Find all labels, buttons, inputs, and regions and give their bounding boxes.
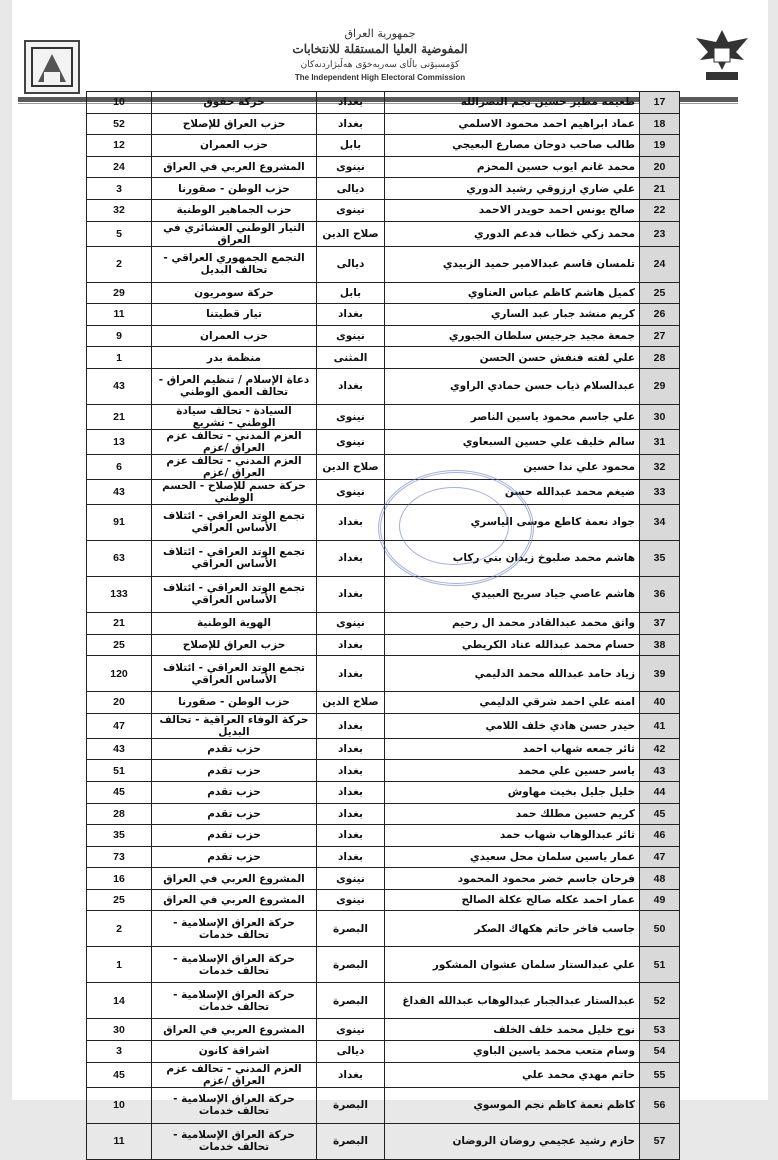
table-row xyxy=(87,947,680,983)
table-row xyxy=(87,540,680,576)
governorate-cell: نينوى xyxy=(317,612,385,634)
sequence-cell: 21 xyxy=(640,178,680,200)
header-title-english: The Independent High Electoral Commission xyxy=(294,73,466,82)
votes-cell: 32 xyxy=(87,199,152,221)
sequence-cell: 55 xyxy=(640,1062,680,1087)
governorate-cell: بغداد xyxy=(317,1062,385,1087)
governorate-cell: بغداد xyxy=(317,304,385,326)
table-row xyxy=(87,738,680,760)
table-row xyxy=(87,781,680,803)
governorate-cell: بغداد xyxy=(317,368,385,404)
sequence-cell: 37 xyxy=(640,612,680,634)
left-emblem xyxy=(24,40,80,94)
sequence-cell: 50 xyxy=(640,911,680,947)
votes-cell: 30 xyxy=(87,1019,152,1041)
candidate-name-cell: فرحان جاسم خضر محمود المحمود xyxy=(385,868,640,890)
candidate-name-cell: هاشم عاصي جياد سريح العبيدي xyxy=(385,576,640,612)
votes-cell: 10 xyxy=(87,1087,152,1123)
candidate-name-cell: هاشم محمد صلبوخ زيدان بني ركاب xyxy=(385,540,640,576)
governorate-cell: نينوى xyxy=(317,868,385,890)
sequence-cell: 52 xyxy=(640,983,680,1019)
sequence-cell: 53 xyxy=(640,1019,680,1041)
table-row xyxy=(87,612,680,634)
governorate-cell: بغداد xyxy=(317,576,385,612)
votes-cell: 1 xyxy=(87,947,152,983)
sequence-cell: 36 xyxy=(640,576,680,612)
governorate-cell: بغداد xyxy=(317,760,385,782)
candidate-name-cell: حسام محمد عبدالله عناد الكريطي xyxy=(385,634,640,656)
votes-cell: 21 xyxy=(87,404,152,429)
table-row xyxy=(87,713,680,738)
table-row xyxy=(87,404,680,429)
sequence-cell: 39 xyxy=(640,656,680,692)
party-cell: حزب الوطن - صقورنا xyxy=(152,178,317,200)
table-row xyxy=(87,983,680,1019)
governorate-cell: بغداد xyxy=(317,92,385,114)
votes-cell: 25 xyxy=(87,634,152,656)
votes-cell: 120 xyxy=(87,656,152,692)
candidate-name-cell: محمود علي ندا حسين xyxy=(385,454,640,479)
governorate-cell: المثنى xyxy=(317,347,385,369)
governorate-cell: البصرة xyxy=(317,1123,385,1159)
sequence-cell: 46 xyxy=(640,825,680,847)
candidate-name-cell: جواد نعمة كاطع موسى الياسري xyxy=(385,504,640,540)
header-title-line1: جمهورية العراق xyxy=(344,27,416,40)
party-cell: العزم المدني - تحالف عزم العراق /عزم xyxy=(152,1062,317,1087)
governorate-cell: بغداد xyxy=(317,540,385,576)
votes-cell: 11 xyxy=(87,304,152,326)
party-cell: المشروع العربي في العراق xyxy=(152,889,317,911)
governorate-cell: نينوى xyxy=(317,889,385,911)
governorate-cell: صلاح الدين xyxy=(317,692,385,714)
candidate-name-cell: علي ضاري ارزوقي رشيد الدوري xyxy=(385,178,640,200)
party-cell: حركة العراق الإسلامية - تحالف خدمات xyxy=(152,1123,317,1159)
votes-cell: 29 xyxy=(87,282,152,304)
party-cell: المشروع العربي في العراق xyxy=(152,868,317,890)
sequence-cell: 28 xyxy=(640,347,680,369)
table-row xyxy=(87,1062,680,1087)
candidate-name-cell: زياد حامد عبدالله محمد الدليمي xyxy=(385,656,640,692)
governorate-cell: نينوى xyxy=(317,199,385,221)
party-cell: حزب الجماهير الوطنية xyxy=(152,199,317,221)
party-cell: السيادة - تحالف سيادة الوطني - تشريع xyxy=(152,404,317,429)
sequence-cell: 23 xyxy=(640,221,680,246)
governorate-cell: بغداد xyxy=(317,713,385,738)
candidate-name-cell: سالم خليف علي حسين السبعاوي xyxy=(385,429,640,454)
governorate-cell: صلاح الدين xyxy=(317,221,385,246)
candidate-name-cell: حيدر حسن هادي خلف اللامي xyxy=(385,713,640,738)
governorate-cell: بغداد xyxy=(317,803,385,825)
sequence-cell: 54 xyxy=(640,1041,680,1063)
sequence-cell: 19 xyxy=(640,135,680,157)
table-row xyxy=(87,429,680,454)
votes-cell: 21 xyxy=(87,612,152,634)
governorate-cell: نينوى xyxy=(317,429,385,454)
sequence-cell: 35 xyxy=(640,540,680,576)
governorate-cell: البصرة xyxy=(317,911,385,947)
sequence-cell: 51 xyxy=(640,947,680,983)
table-row xyxy=(87,576,680,612)
candidate-name-cell: حاتم مهدي محمد علي xyxy=(385,1062,640,1087)
votes-cell: 3 xyxy=(87,178,152,200)
party-cell: حركة العراق الإسلامية - تحالف خدمات xyxy=(152,983,317,1019)
governorate-cell: نينوى xyxy=(317,325,385,347)
party-cell: تجمع الوتد العراقي - ائتلاف الأساس العراقي xyxy=(152,504,317,540)
candidate-name-cell: طالب صاحب دوحان مصارع البعيجي xyxy=(385,135,640,157)
sequence-cell: 48 xyxy=(640,868,680,890)
header-title-line3: كۆمسیۆنی باڵای سەربەخۆی هەڵبژاردنەکان xyxy=(300,60,460,70)
candidate-name-cell: عمار ياسين سلمان محل سعيدي xyxy=(385,846,640,868)
candidate-name-cell: كريم منشد جبار عبد الساري xyxy=(385,304,640,326)
party-cell: حزب تقدم xyxy=(152,760,317,782)
votes-cell: 3 xyxy=(87,1041,152,1063)
votes-cell: 10 xyxy=(87,92,152,114)
governorate-cell: بغداد xyxy=(317,113,385,135)
candidate-name-cell: واثق محمد عبدالقادر محمد ال رحيم xyxy=(385,612,640,634)
sequence-cell: 29 xyxy=(640,368,680,404)
candidate-name-cell: نوح خليل محمد خلف الخلف xyxy=(385,1019,640,1041)
sequence-cell: 41 xyxy=(640,713,680,738)
governorate-cell: بغداد xyxy=(317,846,385,868)
votes-cell: 45 xyxy=(87,1062,152,1087)
candidate-name-cell: عمار احمد عكله صالح عكلة الصالح xyxy=(385,889,640,911)
party-cell: العزم المدني - تحالف عزم العراق /عزم xyxy=(152,454,317,479)
candidate-name-cell: حازم رشيد عجيمي روضان الروضان xyxy=(385,1123,640,1159)
sequence-cell: 18 xyxy=(640,113,680,135)
votes-cell: 91 xyxy=(87,504,152,540)
governorate-cell: بابل xyxy=(317,282,385,304)
candidate-name-cell: وسام متعب محمد ياسين الباوي xyxy=(385,1041,640,1063)
sequence-cell: 31 xyxy=(640,429,680,454)
sequence-cell: 22 xyxy=(640,199,680,221)
table-row xyxy=(87,282,680,304)
table-row xyxy=(87,911,680,947)
party-cell: حزب العمران xyxy=(152,135,317,157)
table-row xyxy=(87,221,680,246)
candidate-name-cell: ثائر عبدالوهاب شهاب حمد xyxy=(385,825,640,847)
party-cell: حزب تقدم xyxy=(152,825,317,847)
governorate-cell: نينوى xyxy=(317,479,385,504)
party-cell: حركة العراق الإسلامية - تحالف خدمات xyxy=(152,911,317,947)
votes-cell: 24 xyxy=(87,156,152,178)
votes-cell: 6 xyxy=(87,454,152,479)
candidate-name-cell: عماد ابراهيم احمد محمود الاسلمي xyxy=(385,113,640,135)
table-row xyxy=(87,889,680,911)
party-cell: الهوية الوطنية xyxy=(152,612,317,634)
candidate-name-cell: صالح يونس احمد حويدر الاحمد xyxy=(385,199,640,221)
table-row xyxy=(87,634,680,656)
table-row xyxy=(87,504,680,540)
candidate-name-cell: خليل جليل بخيت مهاوش xyxy=(385,781,640,803)
party-cell: حركة سومريون xyxy=(152,282,317,304)
candidate-name-cell: كاظم نعمة كاظم نجم الموسوي xyxy=(385,1087,640,1123)
table-row xyxy=(87,178,680,200)
candidate-name-cell: عبدالستار عبدالجبار عبدالوهاب عبدالله الفداغ xyxy=(385,983,640,1019)
candidate-name-cell: ثائر جمعه شهاب احمد xyxy=(385,738,640,760)
candidate-name-cell: ياسر حسين علي محمد xyxy=(385,760,640,782)
sequence-cell: 40 xyxy=(640,692,680,714)
party-cell: حزب تقدم xyxy=(152,846,317,868)
votes-cell: 12 xyxy=(87,135,152,157)
right-eagle-emblem xyxy=(692,26,752,88)
sequence-cell: 25 xyxy=(640,282,680,304)
sequence-cell: 20 xyxy=(640,156,680,178)
votes-cell: 43 xyxy=(87,738,152,760)
sequence-cell: 47 xyxy=(640,846,680,868)
table-row xyxy=(87,325,680,347)
governorate-cell: صلاح الدين xyxy=(317,454,385,479)
party-cell: حزب العراق للإصلاح xyxy=(152,634,317,656)
party-cell: حركة حقوق xyxy=(152,92,317,114)
candidate-name-cell: علي عبدالستار سلمان عشوان المشكور xyxy=(385,947,640,983)
sequence-cell: 17 xyxy=(640,92,680,114)
votes-cell: 43 xyxy=(87,479,152,504)
votes-cell: 47 xyxy=(87,713,152,738)
votes-cell: 63 xyxy=(87,540,152,576)
sequence-cell: 45 xyxy=(640,803,680,825)
candidate-table xyxy=(86,91,680,1160)
votes-cell: 20 xyxy=(87,692,152,714)
sequence-cell: 43 xyxy=(640,760,680,782)
candidate-name-cell: طعيمه مطير حسين نجم النصرالله xyxy=(385,92,640,114)
party-cell: حزب تقدم xyxy=(152,781,317,803)
table-row xyxy=(87,135,680,157)
votes-cell: 9 xyxy=(87,325,152,347)
governorate-cell: بغداد xyxy=(317,656,385,692)
votes-cell: 16 xyxy=(87,868,152,890)
votes-cell: 43 xyxy=(87,368,152,404)
party-cell: حركة حسم للإصلاح - الحسم الوطني xyxy=(152,479,317,504)
table-row xyxy=(87,156,680,178)
table-row xyxy=(87,656,680,692)
candidate-name-cell: عبدالسلام ذياب حسن حمادي الراوي xyxy=(385,368,640,404)
governorate-cell: نينوى xyxy=(317,156,385,178)
table-row xyxy=(87,1019,680,1041)
table-row xyxy=(87,846,680,868)
table-row xyxy=(87,479,680,504)
table-row xyxy=(87,868,680,890)
party-cell: تجمع الوتد العراقي - ائتلاف الأساس العراقي xyxy=(152,656,317,692)
governorate-cell: نينوى xyxy=(317,404,385,429)
sequence-cell: 30 xyxy=(640,404,680,429)
governorate-cell: بغداد xyxy=(317,634,385,656)
votes-cell: 11 xyxy=(87,1123,152,1159)
governorate-cell: بغداد xyxy=(317,825,385,847)
votes-cell: 45 xyxy=(87,781,152,803)
sequence-cell: 57 xyxy=(640,1123,680,1159)
sequence-cell: 34 xyxy=(640,504,680,540)
candidate-name-cell: تلمسان قاسم عبدالامير حميد الزبيدي xyxy=(385,246,640,282)
governorate-cell: ديالى xyxy=(317,1041,385,1063)
votes-cell: 51 xyxy=(87,760,152,782)
governorate-cell: بابل xyxy=(317,135,385,157)
governorate-cell: بغداد xyxy=(317,504,385,540)
candidate-name-cell: علي لفته فنفش حسن الحسن xyxy=(385,347,640,369)
governorate-cell: ديالى xyxy=(317,178,385,200)
party-cell: حزب الوطن - صقورنا xyxy=(152,692,317,714)
candidate-name-cell: محمد غانم ايوب حسين المحزم xyxy=(385,156,640,178)
votes-cell: 13 xyxy=(87,429,152,454)
candidate-name-cell: ضيغم محمد عبدالله حسن xyxy=(385,479,640,504)
table-row xyxy=(87,1041,680,1063)
party-cell: المشروع العربي في العراق xyxy=(152,1019,317,1041)
table-row xyxy=(87,368,680,404)
sequence-cell: 26 xyxy=(640,304,680,326)
table-row xyxy=(87,760,680,782)
votes-cell: 2 xyxy=(87,246,152,282)
party-cell: العزم المدني - تحالف عزم العراق /عزم xyxy=(152,429,317,454)
party-cell: حزب العراق للإصلاح xyxy=(152,113,317,135)
table-row xyxy=(87,304,680,326)
sequence-cell: 24 xyxy=(640,246,680,282)
table-row xyxy=(87,692,680,714)
sequence-cell: 49 xyxy=(640,889,680,911)
votes-cell: 2 xyxy=(87,911,152,947)
party-cell: حزب العمران xyxy=(152,325,317,347)
party-cell: اشراقة كانون xyxy=(152,1041,317,1063)
party-cell: التجمع الجمهوري العراقي - تحالف البديل xyxy=(152,246,317,282)
candidate-name-cell: جمعة مجيد جرجيس سلطان الجبوري xyxy=(385,325,640,347)
table-row xyxy=(87,825,680,847)
party-cell: حزب تقدم xyxy=(152,803,317,825)
governorate-cell: البصرة xyxy=(317,947,385,983)
party-cell: تيار قطيتنا xyxy=(152,304,317,326)
votes-cell: 25 xyxy=(87,889,152,911)
table-row xyxy=(87,454,680,479)
governorate-cell: بغداد xyxy=(317,781,385,803)
party-cell: تجمع الوتد العراقي - ائتلاف الأساس العراقي xyxy=(152,576,317,612)
governorate-cell: ديالى xyxy=(317,246,385,282)
governorate-cell: البصرة xyxy=(317,1087,385,1123)
votes-cell: 5 xyxy=(87,221,152,246)
sequence-cell: 44 xyxy=(640,781,680,803)
candidate-name-cell: علي جاسم محمود ياسين الناصر xyxy=(385,404,640,429)
party-cell: منظمة بدر xyxy=(152,347,317,369)
party-cell: تجمع الوتد العراقي - ائتلاف الأساس العراقي xyxy=(152,540,317,576)
votes-cell: 133 xyxy=(87,576,152,612)
sequence-cell: 42 xyxy=(640,738,680,760)
votes-cell: 35 xyxy=(87,825,152,847)
party-cell: حركة الوفاء العراقية - تحالف البديل xyxy=(152,713,317,738)
party-cell: التيار الوطني العشائري في العراق xyxy=(152,221,317,246)
party-cell: دعاة الإسلام / تنظيم العراق - تحالف العمق الوطني xyxy=(152,368,317,404)
header-title-line2: المفوضية العليا المستقلة للانتخابات xyxy=(292,42,468,56)
votes-cell: 1 xyxy=(87,347,152,369)
table-row xyxy=(87,347,680,369)
sequence-cell: 56 xyxy=(640,1087,680,1123)
candidate-name-cell: محمد زكي خطاب فدعم الدوري xyxy=(385,221,640,246)
sequence-cell: 33 xyxy=(640,479,680,504)
candidate-name-cell: جاسب فاخر حاتم هكهاك الصكر xyxy=(385,911,640,947)
sequence-cell: 32 xyxy=(640,454,680,479)
votes-cell: 14 xyxy=(87,983,152,1019)
table-row xyxy=(87,92,680,114)
party-cell: حركة العراق الإسلامية - تحالف خدمات xyxy=(152,1087,317,1123)
candidate-name-cell: كريم حسين مطلك حمد xyxy=(385,803,640,825)
table-row xyxy=(87,199,680,221)
sequence-cell: 38 xyxy=(640,634,680,656)
table-row xyxy=(87,1087,680,1123)
candidate-table-body xyxy=(87,92,680,1160)
candidate-name-cell: كميل هاشم كاظم عباس العناوي xyxy=(385,282,640,304)
votes-cell: 73 xyxy=(87,846,152,868)
votes-cell: 28 xyxy=(87,803,152,825)
party-cell: المشروع العربي في العراق xyxy=(152,156,317,178)
governorate-cell: نينوى xyxy=(317,1019,385,1041)
votes-cell: 52 xyxy=(87,113,152,135)
candidate-name-cell: امنه علي احمد شرقي الدليمي xyxy=(385,692,640,714)
governorate-cell: بغداد xyxy=(317,738,385,760)
table-row xyxy=(87,246,680,282)
table-row xyxy=(87,113,680,135)
party-cell: حزب تقدم xyxy=(152,738,317,760)
sequence-cell: 27 xyxy=(640,325,680,347)
table-row xyxy=(87,1123,680,1159)
party-cell: حركة العراق الإسلامية - تحالف خدمات xyxy=(152,947,317,983)
table-row xyxy=(87,803,680,825)
governorate-cell: البصرة xyxy=(317,983,385,1019)
